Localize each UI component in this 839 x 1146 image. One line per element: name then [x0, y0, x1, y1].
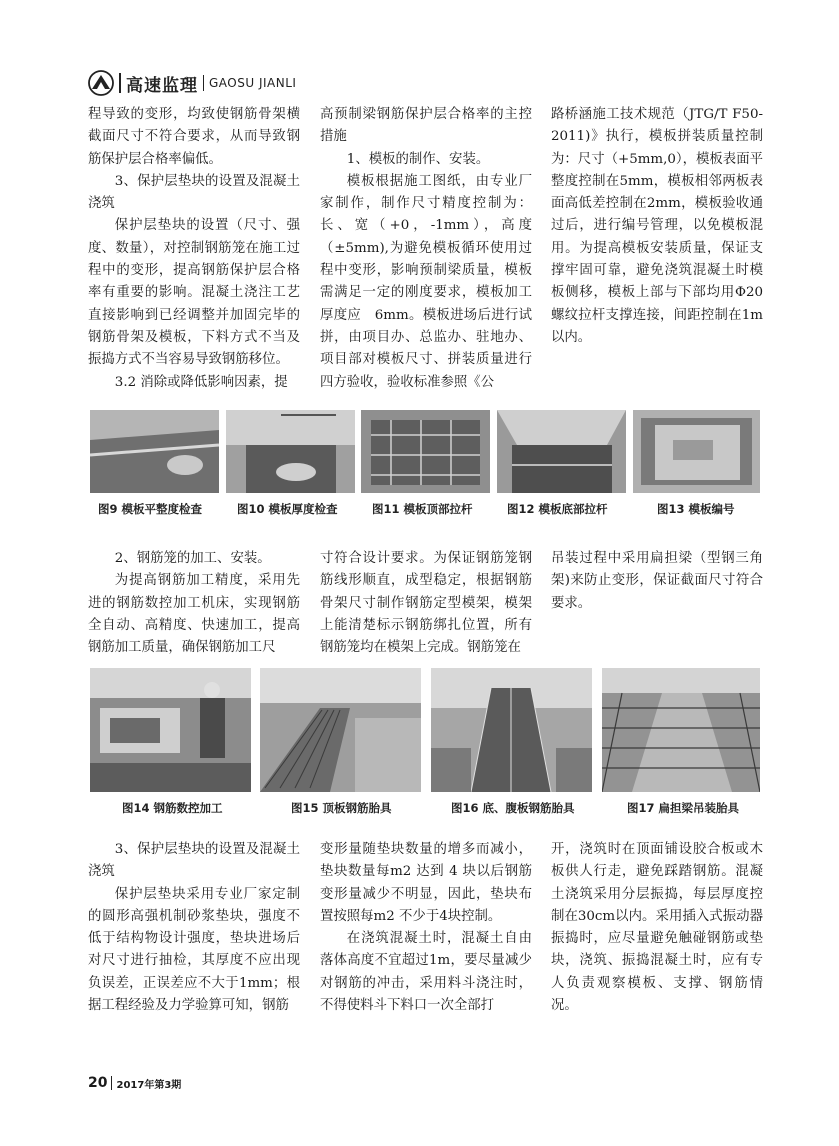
paragraph: 保护层垫块的设置（尺寸、强度、数量），对控制钢筋笼在施工过程中的变形，提高钢筋保护层合格率有重要的影响。混凝土浇注工艺直接影响到已经调整并加固完毕的钢筋骨架及模板，下料方式不当及振捣方式不当容易导致钢筋移位。 [88, 218, 300, 368]
section2-column3 [551, 548, 763, 615]
section1-column3 [551, 104, 763, 349]
paragraph: 3.2 消除或降低影响因素，提 [114, 374, 288, 390]
journal-subtitle: GAOSU JIANLI [209, 76, 297, 90]
figure-16-caption: 图16 底、腹板钢筋胎具 [451, 801, 575, 815]
paragraph: 程导致的变形，均致使钢筋骨架横截面尺寸不符合要求，从而导致钢筋保护层合格率偏低。 [88, 107, 300, 167]
paragraph: 高预制梁钢筋保护层合格率的主控措施 [320, 107, 532, 145]
figure-13-photo [633, 410, 760, 493]
page-number: 20 [88, 1075, 108, 1091]
figure-11-caption: 图11 模板顶部拉杆 [372, 502, 473, 516]
figure-11-photo [361, 410, 490, 493]
section3-column1 [88, 839, 300, 1017]
journal-title: 高速监理 [126, 75, 198, 96]
subheading: 3、保护层垫块的设置及混凝土浇筑 [88, 173, 300, 212]
section3-column2 [320, 839, 532, 1017]
figure-10-caption: 图10 模板厚度检查 [237, 502, 338, 516]
paragraph: 变形量随垫块数量的增多而减小，垫块数量每m2 达到 4 块以后钢筋变形量减少不明显，因此，垫块布置按照每m2 不少于4块控制。 [320, 842, 532, 924]
figure-17-photo [602, 668, 760, 792]
figure-12-caption: 图12 模板底部拉杆 [507, 502, 608, 516]
header-divider-2 [203, 75, 204, 91]
paragraph: 在浇筑混凝土时，混凝土自由落体高度不宜超过1m，要尽量减少对钢筋的冲击，采用料斗浇注时，不得使料斗下料口一次全部打 [320, 931, 532, 1014]
section2-column1 [88, 548, 300, 659]
figure-9-photo [90, 410, 219, 493]
section2-column2 [320, 548, 532, 659]
paragraph: 保护层垫块采用专业厂家定制的圆形高强机制砂浆垫块，强度不低于结构物设计强度，垫块进场后对尺寸进行抽检，其厚度不应出现负误差，正误差应不大于1mm；根据工程经验及力学验算可知，钢筋 [88, 886, 300, 1014]
section1-column2 [320, 104, 532, 394]
figure-16-photo [431, 668, 592, 792]
footer-divider [111, 1076, 112, 1090]
paragraph: 吊装过程中采用扁担梁（型钢三角架)来防止变形，保证截面尺寸符合要求。 [551, 551, 763, 611]
journal-logo-icon [88, 70, 114, 96]
figure-12-photo [497, 410, 626, 493]
page-footer [88, 1075, 181, 1091]
paragraph: 开，浇筑时在顶面铺设胶合板或木板供人行走，避免踩踏钢筋。混凝土浇筑采用分层振捣，每层厚度控制在30cm以内。采用插入式振动器振捣时，应尽量避免触碰钢筋或垫块，浇筑、振捣混凝土时，应有专人负责观察模板、支撑、钢筋情况。 [551, 842, 763, 1014]
paragraph: 寸符合设计要求。为保证钢筋笼钢筋线形顺直，成型稳定，根据钢筋骨架尺寸制作钢筋定型模架，模架上能清楚标示钢筋绑扎位置，所有钢筋笼均在模架上完成。钢筋笼在 [320, 551, 532, 656]
paragraph: 为提高钢筋加工精度，采用先进的钢筋数控加工机床，实现钢筋全自动、高精度、快速加工，提高钢筋加工质量，确保钢筋加工尺 [88, 573, 300, 656]
paragraph: 模板根据施工图纸，由专业厂家制作，制作尺寸精度控制为：长、宽（+0，-1mm），高度（±5mm),为避免模板循环使用过程中变形，影响预制梁质量，模板需满足一定的刚度要求，模板加工厚度应 6mm。模板进场后进行试拼，由项目办、总监办、驻地办、项目部对模板尺寸、拼装质量进行四方验收，验收标准参照《公 [320, 173, 532, 390]
figure-15-caption: 图15 顶板钢筋胎具 [291, 801, 392, 815]
paragraph: 路桥涵施工技术规范（JTG/T F50-2011)》执行，模板拼装质量控制为：尺寸（+5mm,0），模板表面平整度控制在5mm，模板相邻两板表面高低差控制在2mm，模板验收通过后，进行编号管理，以免模板混用。为提高模板安装质量，保证支撑牢固可靠，避免浇筑混凝土时模板侧移，模板上部与下部均用Φ20螺纹拉杆支撑连接，间距控制在1m以内。 [551, 107, 763, 345]
figure-9-caption: 图9 模板平整度检查 [98, 502, 203, 516]
subheading: 3、保护层垫块的设置及混凝土浇筑 [88, 842, 300, 880]
section3-column3 [551, 839, 763, 1017]
issue-label: 2017年第3期 [116, 1079, 182, 1091]
header-divider [119, 73, 121, 93]
journal-header [88, 68, 296, 98]
figure-14-caption: 图14 钢筋数控加工 [122, 801, 223, 815]
figure-15-photo [260, 668, 421, 792]
subheading: 1、模板的制作、安装。 [346, 151, 490, 167]
subheading: 2、钢筋笼的加工、安装。 [114, 551, 271, 566]
section1-column1 [88, 104, 300, 394]
figure-10-photo [226, 410, 355, 493]
figure-14-photo [90, 668, 251, 792]
figure-17-caption: 图17 扁担梁吊装胎具 [627, 801, 740, 815]
figure-13-caption: 图13 模板编号 [657, 502, 735, 516]
